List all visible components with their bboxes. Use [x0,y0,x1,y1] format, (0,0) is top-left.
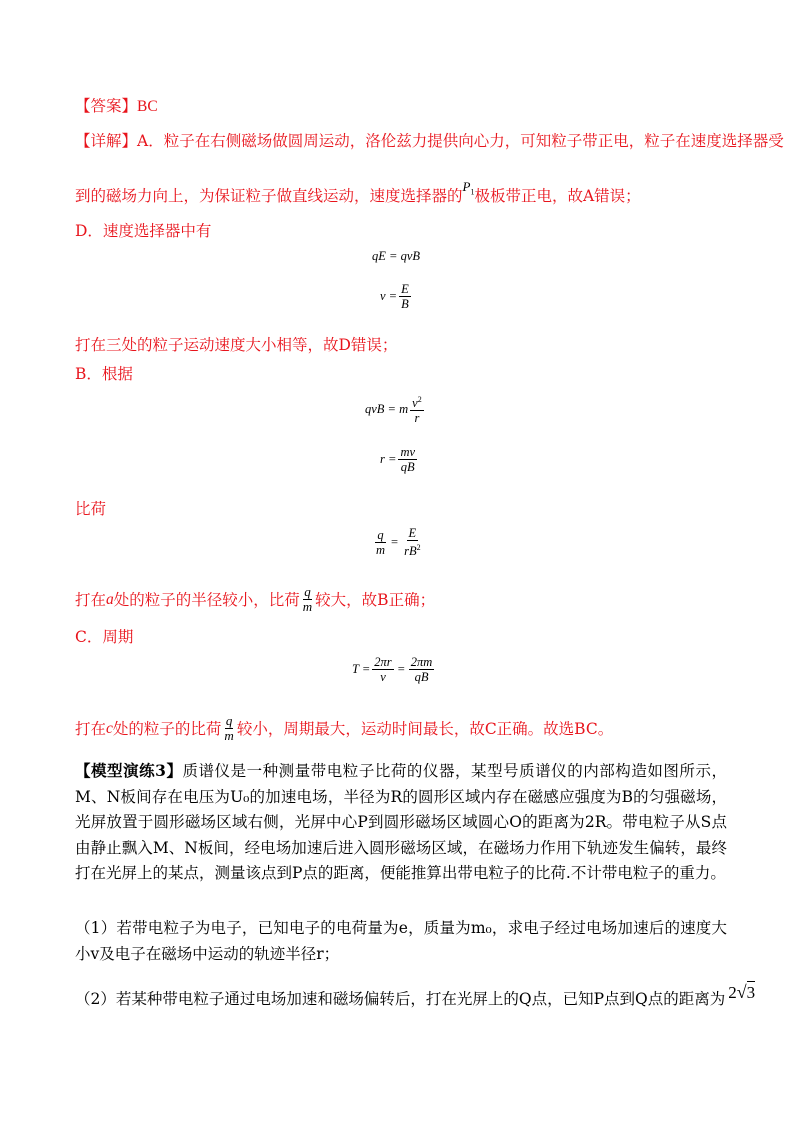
eq3-fraction: $\frac{v^2}{r}$ [412,395,422,426]
question-2 [75,982,756,1009]
equation-qvb-mv2-r [365,393,426,425]
inline-q-over-m-2: $\frac{q}{m}$ [224,713,234,743]
exercise-paragraph [75,758,727,887]
detail-line-2 [75,179,641,213]
section-b-conclusion: 打在 a 处的粒子的半径较小，比荷 $\frac{q}{m}$ 较大，故B正确； [75,584,436,614]
answer-value: BC [137,98,158,115]
eq6-lhs: T = [352,662,371,676]
eq3-lhs: qvB = m [365,401,409,416]
detail-text-b2: 极板带正电，故A错误； [474,187,641,205]
section-b-heading: B．根据 [75,365,133,383]
detail-label: 【详解】 [75,132,138,150]
equation-r-mv-qb [380,445,419,474]
exercise-label: 【模型演练3】 [75,761,183,780]
two-sqrt-three: 2√3 [728,982,756,1002]
question-1: （1）若带电粒子为电子，已知电子的电荷量为e，质量为m₀，求电子经过电场加速后的速度大小v及电子在磁场中运动的轨迹半径r； [75,919,727,963]
eq5-lhs-fraction: $\frac{q}{m}$ [376,527,386,557]
eq6-equals: = [397,662,405,676]
eq2-fraction: $\frac{E}{B}$ [401,282,409,311]
equation-qe-qvb: qE = qvB [372,249,421,263]
bihe-label: 比荷 [75,500,107,518]
eq5-rhs-fraction: $\frac{E}{rB^2}$ [404,526,421,559]
section-c-conclusion: 打在 c 处的粒子的比荷 $\frac{q}{m}$ 较小，周期最大，运动时间最长，故C正确。故选BC。 [75,713,614,743]
equation-q-m-e-rb2 [372,526,425,558]
question-2-text: （2）若某种带电粒子通过电场加速和磁场偏转后，打在光屏上的Q点，已知P点到Q点的距离为 [75,990,726,1008]
section-d-heading: D．速度选择器中有 [75,222,212,240]
var-a: a [106,590,114,608]
answer-label: 【答案】 [75,97,138,115]
var-c: c [106,719,113,737]
equation-v-e-b [380,282,413,311]
eq6-fraction-1: $\frac{2\pi r}{v}$ [374,655,392,684]
eq5-equals: = [391,534,399,549]
section-c-heading: C．周期 [75,628,134,646]
p1-symbol: P1 [462,179,475,197]
detail-text-b1: 到的磁场力向上，为保证粒子做直线运动，速度选择器的 [75,187,463,205]
answer-line [75,96,158,117]
detail-text-a: A．粒子在右侧磁场做圆周运动，洛伦兹力提供向心力，可知粒子带正电，粒子在速度选择器受 [137,132,784,150]
eq4-fraction: $\frac{mv}{qB}$ [400,445,416,474]
equation-period [352,655,436,684]
eq6-fraction-2: $\frac{2\pi m}{qB}$ [410,655,433,684]
inline-q-over-m: $\frac{q}{m}$ [302,584,313,614]
eq4-lhs: r = [380,452,397,466]
eq2-lhs: v = [380,289,398,303]
section-d-conclusion: 打在三处的粒子运动速度大小相等，故D错误； [75,336,398,354]
detail-line-1 [75,131,784,151]
exercise-text: 质谱仪是一种测量带电粒子比荷的仪器，某型号质谱仪的内部构造如图所示，M、N板间存在电压为U₀的加速电场，半径为R的圆形区域内存在磁感应强度为B的匀强磁场，光屏放置于圆形磁场区域右侧，光屏中心P到圆形磁场区域圆心O的距离为2R。带电粒子从S点由静止飘入M、N板间，经电场加速后进入圆形磁场区域，在磁场力作用下轨迹发生偏转，最终打在光屏上的某点，测量该点到P点的距离，便能推算出带电粒子的比荷.不计带电粒子的重力。 [75,762,727,882]
